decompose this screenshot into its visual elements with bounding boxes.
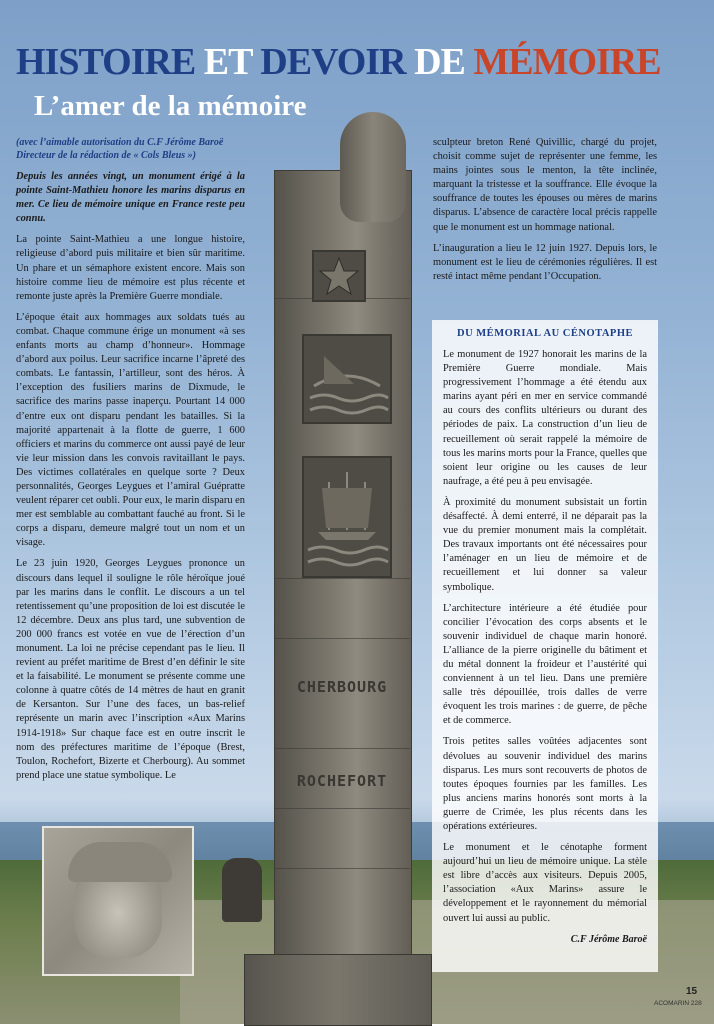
credit-line: (avec l’aimable autorisation du C.F Jérôme Baroë [16,137,224,148]
paragraph: À proximité du monument subsistait un fortin désaffecté. À demi enterré, il ne déparait pas la vue du premier monument mais la complétait. Des travaux importants ont été nécessaires pour l’aménager en un lieu de mémoire et de recueillement et lui donner sa valeur symbolique. [443,496,647,593]
credit [16,136,245,162]
paragraph: Trois petites salles voûtées adjacentes sont dévolues au souvenir individuel des marins disparus. Les murs sont recouverts de photos de toutes époques fournies par les familles. Les plus anciens marins honorés sont morts à la guerre de Crimée, les plus récents dans les opérations extérieures. [443,736,647,832]
shaft-line [274,748,410,749]
credit-line: Directeur de la rédaction de « Cols Bleus ») [16,150,196,161]
boat-relief [302,334,392,424]
title-word: ET [203,41,252,83]
paragraph: L’époque était aux hommages aux soldats tués au combat. Chaque commune érige un monument «à ses enfants morts au champ d’honneur». Hommage d’abord aux poilus. Leur sacrifice incarne l’âpreté des combats. Le fantassin, l’artilleur, sont des héros. À l’exception des fusiliers marins de Dixmude, le sacrifice des marins passe inaperçu. Pourtant 14 000 d’entre eux ont disparu pendant les batailles. Si la majorité appartenait à la flotte de guerre, 1 600 officiers et marins du commerce ont aussi payé de leur vie leur mission dans les convois ravitaillant le pays. Des victimes collatérales en quelque sorte ? Deux personnalités, Georges Leygues et l’amiral Guépratte veulent réparer cet oubli. Pour eux, le marin disparu en mer est semblable au combattant fauché au front. Si le corps a disparu, demeure malgré tout un nom et un visage. [16,311,245,549]
star-icon [314,252,364,300]
left-column [16,136,245,790]
ship-relief [302,456,392,578]
box-heading: DU MÉMORIAL AU CÉNOTAPHE [456,328,634,339]
shaft-line [274,638,410,639]
inscription-cherbourg: CHERBOURG [296,678,388,696]
paragraph: L’inauguration a lieu le 12 juin 1927. Depuis lors, le monument est le lieu de cérémonies régulières. Il est resté intact même pendant l’Occupation. [433,242,657,282]
page-subtitle: L’amer de la mémoire [34,90,307,122]
page-title [16,40,661,84]
paragraph: Le 23 juin 1920, Georges Leygues prononce un discours dans lequel il souligne le rôle héroïque joué par les marins dans le conflit. Le discours a un tel retentissement qu’une proposition de loi est discutée le 12 décembre. Deux ans plus tard, une subvention de 200 000 francs est votée en vue de l’érection d’un monument. La loi ne précise cependant pas le lieu. Il revient au préfet maritime de Brest d’en définir le site et la faisabilité. Le monument se présente comme une colonne à quatre côtés de 14 mètres de haut en granit de Kersanton. Sur l’une des faces, un bas-relief représente un marin avec l’inscription «Aux Marins 1914-1918» Sur chaque face est en outre inscrit le nom des préfectures maritime de l’époque (Brest, Toulon, Rochefort, Bizerte et Cherbourg). Au sommet prend place une statue symbolique. Le [16,558,245,781]
title-word: DE [414,41,465,83]
title-word: HISTOIRE [16,41,196,83]
shaft-line [274,808,410,809]
paragraph: L’architecture intérieure a été étudiée pour concilier l’évocation des corps absents et le souvenir individuel de chaque marin honoré. L’alliance de la pierre originelle du bâtiment et du métal donnent la froideur et l’austérité qui conviennent à un tel lieu. Dans une première salle très dépouillée, trois dalles de verre évoquent les trois marines : de guerre, de pêche et de commerce. [443,602,647,727]
inscription-rochefort: ROCHEFORT [296,772,388,790]
paragraph: Le monument et le cénotaphe forment aujourd’hui un lieu de mémoire unique. La stèle est libre d’accès aux visiteurs. Depuis 2005, l’association «Aux Marins» assure le développement et le rayonnement du mémorial ouvert lui aussi au public. [443,842,647,924]
monument-base [244,954,432,1026]
paragraph: La pointe Saint-Mathieu a une longue histoire, religieuse d’abord puis militaire et bien sûr maritime. Un phare et un sémaphore existent encore. Mais son histoire comme lieu de mémoire est plus récente et remonte juste après la Première Guerre mondiale. [16,234,245,302]
paragraph: Le monument de 1927 honorait les marins de la Première Guerre mondiale. Mais progressivement l’hommage a été étendu aux marins ayant péri en mer en service commandé au cours des conflits ultérieurs ou durant des périodes de paix. La construction d’un lieu de recueillement où serait rappelé la mémoire de tous les marins morts pour la France, quelles que soient leur origine ou les causes de leur naufrage, a été peu à peu envisagée. [443,349,647,487]
sailor-portrait-relief [42,826,194,976]
right-column [433,136,657,291]
shaft-line [274,868,410,869]
sailor-cap [68,842,172,882]
statue-woman [340,112,406,222]
paragraph: sculpteur breton René Quivillic, chargé du projet, choisit comme sujet de représenter une femme, les mains jointes sous le menton, la tête inclinée, marquant la tristesse et la souffrance. Elle évoque la souffrance de toutes les épouses ou mères de marins disparus. L’absence de caractère local précis rappelle que le monument est un hommage national. [433,137,657,233]
box-text [443,348,647,947]
boat-icon [304,336,390,422]
star-relief [312,250,366,302]
magazine-name: ACOMARIN 228 [654,1000,702,1007]
title-word: DEVOIR [260,41,406,83]
ship-icon [304,458,390,576]
signature: C.F Jérôme Baroë [570,933,647,945]
lead-paragraph: Depuis les années vingt, un monument érigé à la pointe Saint-Mathieu honore les marins disparus en mer. Ce lieu de mémoire unique en France reste peu connu. [16,171,245,225]
monument-column [244,108,430,1024]
page-number: 15 [686,986,698,997]
title-word: MÉMOIRE [473,41,661,83]
